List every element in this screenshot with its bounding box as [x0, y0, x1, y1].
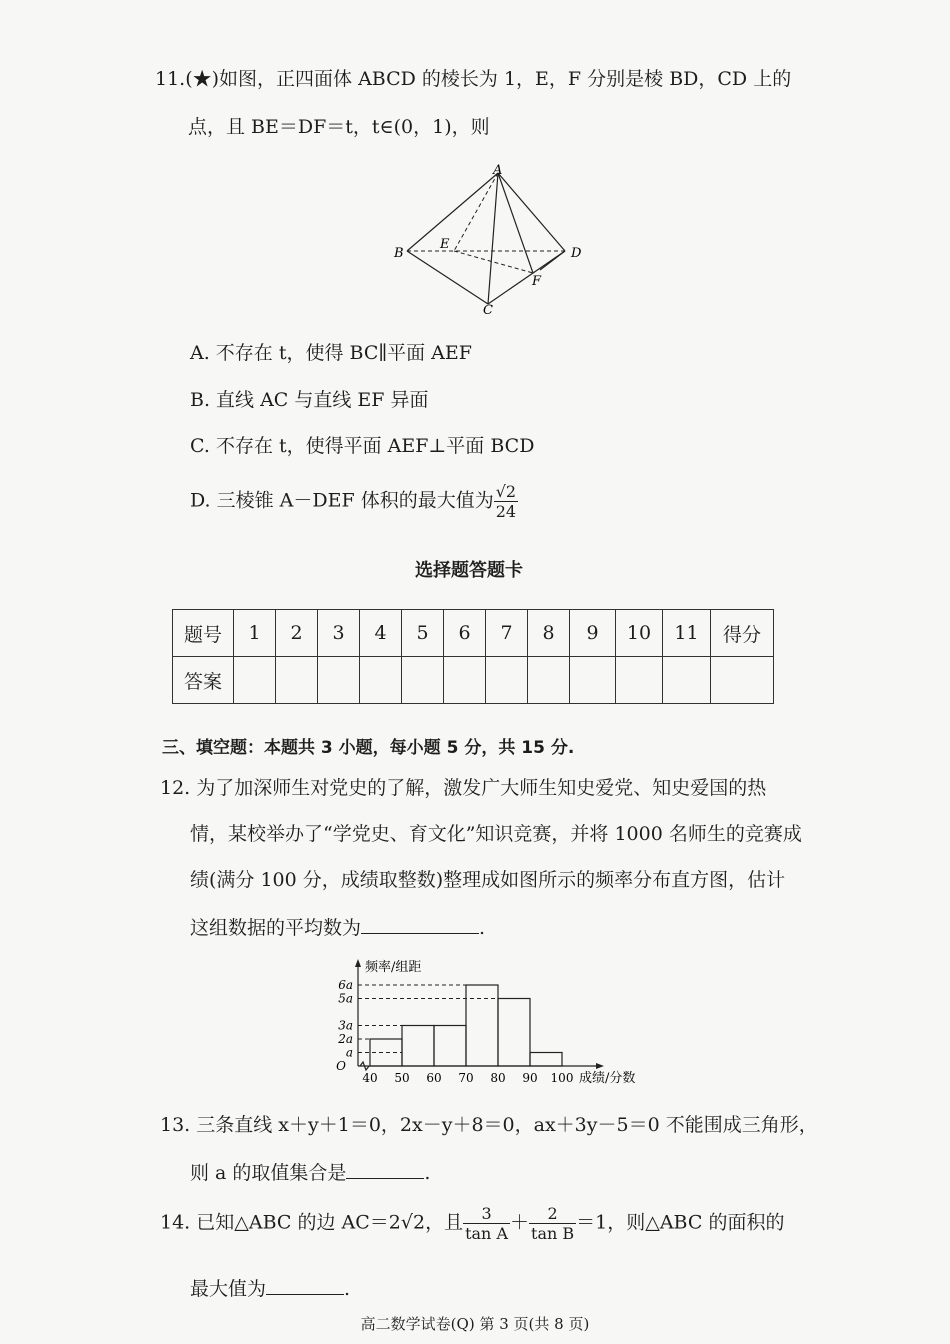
histogram-bar — [402, 1026, 434, 1067]
x-tick-label: 60 — [426, 1071, 442, 1085]
answer-card-table — [172, 609, 774, 704]
table-cell: 题号 — [173, 610, 234, 657]
label-A: A — [493, 163, 503, 178]
table-cell: 2 — [276, 610, 318, 657]
q12-line4 — [190, 915, 485, 940]
frac-num: 3 — [463, 1204, 510, 1224]
answer-cell-10[interactable] — [616, 657, 663, 704]
q14-line2-end: . — [344, 1278, 351, 1300]
table-cell: 8 — [528, 610, 570, 657]
q14-line1-post: ＝1，则△ABC 的面积的 — [576, 1211, 785, 1234]
table-row-numbers — [173, 610, 774, 657]
answer-cell-9[interactable] — [570, 657, 616, 704]
q11-option-b: B. 直线 AC 与直线 EF 异面 — [190, 389, 429, 411]
histogram-bar — [498, 999, 530, 1067]
q12-line1: 12. 为了加深师生对党史的了解，激发广大师生知史爱党、知史爱国的热 — [160, 777, 767, 799]
q11-option-d-text: D. 三棱锥 A－DEF 体积的最大值为 — [190, 489, 494, 512]
x-tick-label: 100 — [550, 1071, 574, 1085]
table-cell: 5 — [402, 610, 444, 657]
table-cell: 3 — [318, 610, 360, 657]
y-tick-label: 3a — [338, 1018, 353, 1033]
q14-fraction-2 — [529, 1204, 576, 1243]
score-cell[interactable] — [711, 657, 774, 704]
section3-heading: 三、填空题：本题共 3 小题，每小题 5 分，共 15 分. — [162, 738, 575, 758]
origin-label: O — [336, 1059, 346, 1073]
histogram-bar — [434, 1026, 466, 1067]
answer-cell-1[interactable] — [234, 657, 276, 704]
y-axis-arrow — [355, 959, 361, 967]
y-tick-label: 6a — [338, 978, 353, 992]
q14-fraction-1 — [463, 1204, 510, 1243]
answer-cell-5[interactable] — [402, 657, 444, 704]
table-cell: 答案 — [173, 657, 234, 704]
frac-den: tan A — [465, 1224, 508, 1243]
x-tick-label: 70 — [458, 1071, 474, 1085]
x-axis-label: 成绩/分数 — [579, 1071, 636, 1086]
table-cell: 10 — [616, 610, 663, 657]
q12-line2: 情，某校举办了“学党史、育文化”知识竞赛，并将 1000 名师生的竞赛成 — [190, 823, 802, 845]
q14-line2-text: 最大值为 — [190, 1278, 267, 1300]
q14-line1 — [160, 1204, 784, 1243]
table-cell: 9 — [570, 610, 616, 657]
q11-option-d-fraction — [494, 482, 518, 521]
q14-plus: ＋ — [510, 1211, 530, 1234]
label-E: E — [440, 237, 450, 252]
q12-line4-text: 这组数据的平均数为 — [190, 917, 362, 939]
q13-line2-end: . — [424, 1162, 431, 1184]
q14-answer-blank[interactable] — [266, 1276, 344, 1295]
y-tick-label: a — [345, 1045, 353, 1060]
answer-cell-4[interactable] — [360, 657, 402, 704]
frac-num: √2 — [495, 482, 517, 501]
label-D: D — [571, 246, 582, 261]
y-axis-label: 频率/组距 — [365, 960, 422, 975]
answer-card-title: 选择题答题卡 — [415, 560, 523, 581]
answer-cell-2[interactable] — [276, 657, 318, 704]
q12-line3: 绩(满分 100 分，成绩取整数)整理成如图所示的频率分布直方图，估计 — [190, 869, 786, 891]
q13-line2-text: 则 a 的取值集合是 — [190, 1162, 347, 1184]
page-footer: 高二数学试卷(Q) 第 3 页(共 8 页) — [360, 1315, 590, 1333]
q11-line2: 点，且 BE＝DF＝t，t∈(0，1)，则 — [188, 116, 490, 138]
x-tick-label: 50 — [394, 1071, 410, 1085]
answer-cell-11[interactable] — [663, 657, 711, 704]
y-tick-label: 5a — [338, 991, 353, 1006]
q11-option-d — [190, 482, 518, 521]
table-row-answers — [173, 657, 774, 704]
table-cell: 11 — [663, 610, 711, 657]
histogram-bar — [530, 1053, 562, 1067]
answer-cell-6[interactable] — [444, 657, 486, 704]
label-C: C — [483, 303, 493, 318]
q14-line1-pre: 14. 已知△ABC 的边 AC＝2√2，且 — [160, 1211, 464, 1234]
q12-line4-end: . — [479, 917, 486, 939]
table-cell: 7 — [486, 610, 528, 657]
x-tick-label: 80 — [490, 1071, 506, 1085]
answer-cell-8[interactable] — [528, 657, 570, 704]
answer-cell-7[interactable] — [486, 657, 528, 704]
q12-answer-blank[interactable] — [361, 915, 479, 934]
tetrahedron-figure — [385, 160, 595, 320]
x-axis-arrow — [596, 1063, 604, 1069]
frac-num: 2 — [529, 1204, 576, 1224]
x-tick-label: 90 — [522, 1071, 538, 1085]
label-F: F — [532, 274, 542, 289]
q11-option-c: C. 不存在 t，使得平面 AEF⊥平面 BCD — [190, 435, 535, 457]
q11-option-a: A. 不存在 t，使得 BC∥平面 AEF — [190, 342, 472, 364]
table-cell: 得分 — [711, 610, 774, 657]
q13-line2 — [190, 1160, 430, 1185]
y-tick-label: 2a — [338, 1032, 353, 1046]
answer-cell-3[interactable] — [318, 657, 360, 704]
q11-line1: 11.(★)如图，正四面体 ABCD 的棱长为 1，E，F 分别是棱 BD，CD 上的 — [155, 68, 792, 90]
histogram-chart — [330, 955, 650, 1090]
q14-line2 — [190, 1276, 350, 1301]
q13-line1: 13. 三条直线 x＋y＋1＝0，2x－y＋8＝0，ax＋3y－5＝0 不能围成三角形， — [160, 1114, 818, 1136]
table-cell: 1 — [234, 610, 276, 657]
frac-den: 24 — [495, 502, 517, 521]
histogram-bar — [466, 985, 498, 1066]
frac-den: tan B — [531, 1224, 575, 1243]
q13-answer-blank[interactable] — [346, 1160, 424, 1179]
table-cell: 4 — [360, 610, 402, 657]
x-tick-label: 40 — [362, 1071, 378, 1085]
label-B: B — [394, 246, 404, 261]
table-cell: 6 — [444, 610, 486, 657]
